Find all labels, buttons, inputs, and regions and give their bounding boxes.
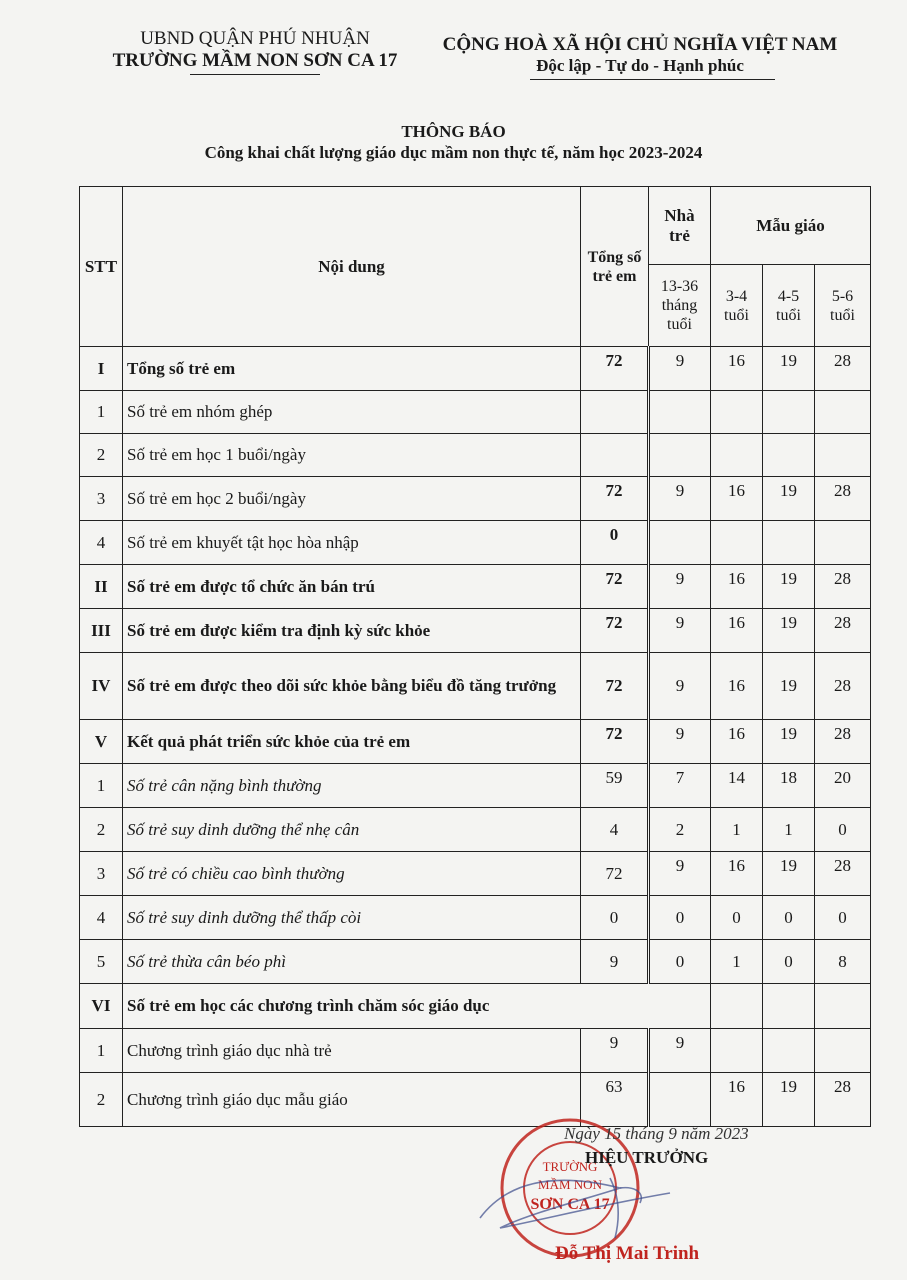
row-nursery: 9 bbox=[649, 347, 711, 391]
row-age-5-6: 28 bbox=[815, 477, 871, 521]
row-nursery: 9 bbox=[649, 1029, 711, 1073]
row-age-3-4: 16 bbox=[711, 565, 763, 609]
table-row bbox=[80, 477, 871, 521]
table-row bbox=[80, 852, 871, 896]
row-stt: I bbox=[80, 347, 123, 391]
row-age-4-5 bbox=[763, 1029, 815, 1073]
notice-title: THÔNG BÁO bbox=[401, 122, 506, 141]
table-row bbox=[80, 896, 871, 940]
row-age-4-5: 0 bbox=[763, 896, 815, 940]
row-age-4-5: 19 bbox=[763, 720, 815, 764]
row-age-3-4: 1 bbox=[711, 940, 763, 984]
row-total: 0 bbox=[581, 521, 649, 565]
header-nursery: Nhà trẻ bbox=[649, 187, 711, 265]
row-nursery: 9 bbox=[649, 720, 711, 764]
signing-date: Ngày 15 tháng 9 năm 2023 bbox=[564, 1124, 749, 1143]
row-age-3-4: 1 bbox=[711, 808, 763, 852]
table-row bbox=[80, 984, 871, 1029]
row-age-3-4: 16 bbox=[711, 852, 763, 896]
row-total bbox=[581, 434, 649, 477]
signer-name: Đỗ Thị Mai Trinh bbox=[555, 1243, 700, 1264]
header-total: Tổng số trẻ em bbox=[581, 187, 649, 347]
row-nursery: 9 bbox=[649, 565, 711, 609]
row-age-3-4: 16 bbox=[711, 477, 763, 521]
row-age-5-6: 0 bbox=[815, 896, 871, 940]
row-age-5-6: 28 bbox=[815, 1073, 871, 1127]
row-age-3-4: 14 bbox=[711, 764, 763, 808]
row-total: 72 bbox=[581, 477, 649, 521]
country-name: CỘNG HOÀ XÃ HỘI CHỦ NGHĨA VIỆT NAM bbox=[442, 34, 838, 55]
row-total: 4 bbox=[581, 808, 649, 852]
seal-text-top: TRƯỜNG bbox=[542, 1159, 598, 1174]
row-nursery bbox=[649, 391, 711, 434]
row-stt: VI bbox=[80, 984, 123, 1029]
table-row bbox=[80, 609, 871, 653]
table-row bbox=[80, 653, 871, 720]
row-nursery: 9 bbox=[649, 653, 711, 720]
school-name: TRƯỜNG MẦM NON SƠN CA 17 bbox=[112, 50, 398, 71]
table-row bbox=[80, 521, 871, 565]
header-age-5-6: 5-6 tuổi bbox=[815, 265, 871, 347]
row-content: Số trẻ có chiều cao bình thường bbox=[123, 852, 581, 896]
row-age-4-5: 18 bbox=[763, 764, 815, 808]
header-nursery-age: 13-36 tháng tuổi bbox=[649, 265, 711, 347]
row-content: Số trẻ suy dinh dưỡng thể thấp còi bbox=[123, 896, 581, 940]
row-age-3-4 bbox=[711, 1029, 763, 1073]
row-age-5-6: 8 bbox=[815, 940, 871, 984]
row-nursery: 9 bbox=[649, 852, 711, 896]
header-stt: STT bbox=[80, 187, 123, 347]
row-age-4-5: 19 bbox=[763, 347, 815, 391]
table-row bbox=[80, 940, 871, 984]
row-stt: IV bbox=[80, 653, 123, 720]
row-age-5-6 bbox=[815, 1029, 871, 1073]
row-total: 0 bbox=[581, 896, 649, 940]
row-content: Kết quả phát triển sức khỏe của trẻ em bbox=[123, 720, 581, 764]
row-age-4-5: 19 bbox=[763, 852, 815, 896]
row-total: 72 bbox=[581, 653, 649, 720]
table-row bbox=[80, 1073, 871, 1127]
row-age-3-4 bbox=[711, 984, 763, 1029]
row-total: 59 bbox=[581, 764, 649, 808]
row-total: 9 bbox=[581, 940, 649, 984]
row-total: 9 bbox=[581, 1029, 649, 1073]
row-nursery bbox=[649, 434, 711, 477]
row-content: Số trẻ em được tổ chức ăn bán trú bbox=[123, 565, 581, 609]
row-age-5-6: 28 bbox=[815, 347, 871, 391]
row-content: Tổng số trẻ em bbox=[123, 347, 581, 391]
motto: Độc lập - Tự do - Hạnh phúc bbox=[536, 56, 744, 75]
row-total: 72 bbox=[581, 609, 649, 653]
row-nursery: 9 bbox=[649, 609, 711, 653]
row-age-3-4 bbox=[711, 434, 763, 477]
row-content: Số trẻ em được theo dõi sức khỏe bằng biểu đồ tăng trưởng bbox=[123, 653, 581, 720]
table-row bbox=[80, 565, 871, 609]
quality-table bbox=[79, 186, 871, 1127]
district-name: UBND QUẬN PHÚ NHUẬN bbox=[140, 28, 370, 49]
row-age-5-6: 20 bbox=[815, 764, 871, 808]
row-age-4-5 bbox=[763, 521, 815, 565]
table-row bbox=[80, 764, 871, 808]
row-content: Chương trình giáo dục nhà trẻ bbox=[123, 1029, 581, 1073]
table-row bbox=[80, 808, 871, 852]
row-age-3-4: 16 bbox=[711, 609, 763, 653]
table-row bbox=[80, 434, 871, 477]
row-stt: 3 bbox=[80, 852, 123, 896]
row-nursery: 0 bbox=[649, 940, 711, 984]
header-age-3-4: 3-4 tuổi bbox=[711, 265, 763, 347]
row-age-5-6: 28 bbox=[815, 653, 871, 720]
row-age-3-4 bbox=[711, 521, 763, 565]
agency-header bbox=[95, 28, 415, 75]
row-age-3-4: 16 bbox=[711, 653, 763, 720]
row-age-5-6: 28 bbox=[815, 565, 871, 609]
row-age-3-4: 16 bbox=[711, 347, 763, 391]
row-age-4-5: 19 bbox=[763, 565, 815, 609]
row-age-5-6 bbox=[815, 984, 871, 1029]
row-content: Số trẻ em học 2 buổi/ngày bbox=[123, 477, 581, 521]
row-age-5-6: 28 bbox=[815, 609, 871, 653]
row-stt: 4 bbox=[80, 521, 123, 565]
row-content: Số trẻ em nhóm ghép bbox=[123, 391, 581, 434]
row-content: Số trẻ cân nặng bình thường bbox=[123, 764, 581, 808]
row-stt: III bbox=[80, 609, 123, 653]
row-stt: 4 bbox=[80, 896, 123, 940]
row-stt: 5 bbox=[80, 940, 123, 984]
row-age-3-4: 0 bbox=[711, 896, 763, 940]
row-content: Số trẻ em được kiểm tra định kỳ sức khỏe bbox=[123, 609, 581, 653]
table-row bbox=[80, 391, 871, 434]
row-age-3-4: 16 bbox=[711, 720, 763, 764]
row-age-3-4: 16 bbox=[711, 1073, 763, 1127]
row-age-5-6: 28 bbox=[815, 852, 871, 896]
row-age-3-4 bbox=[711, 391, 763, 434]
row-age-5-6: 28 bbox=[815, 720, 871, 764]
row-stt: 1 bbox=[80, 391, 123, 434]
row-total: 72 bbox=[581, 852, 649, 896]
row-total: 72 bbox=[581, 565, 649, 609]
row-content: Số trẻ em khuyết tật học hòa nhập bbox=[123, 521, 581, 565]
row-nursery: 9 bbox=[649, 477, 711, 521]
seal-text-bottom: SƠN CA 17 bbox=[530, 1196, 610, 1213]
handwritten-signature-icon bbox=[470, 1158, 690, 1248]
seal-text-mid: MẦM NON bbox=[538, 1177, 602, 1192]
row-nursery bbox=[649, 521, 711, 565]
table-row bbox=[80, 720, 871, 764]
row-age-4-5 bbox=[763, 984, 815, 1029]
row-age-4-5: 0 bbox=[763, 940, 815, 984]
row-stt: II bbox=[80, 565, 123, 609]
row-content: Số trẻ em học 1 buổi/ngày bbox=[123, 434, 581, 477]
row-nursery: 7 bbox=[649, 764, 711, 808]
row-stt: 3 bbox=[80, 477, 123, 521]
row-content: Số trẻ em học các chương trình chăm sóc giáo dục bbox=[123, 984, 711, 1029]
row-content: Chương trình giáo dục mẫu giáo bbox=[123, 1073, 581, 1127]
national-header bbox=[420, 34, 860, 80]
row-nursery bbox=[649, 1073, 711, 1127]
notice-subtitle: Công khai chất lượng giáo dục mầm non thực tế, năm học 2023-2024 bbox=[204, 143, 703, 162]
row-age-5-6 bbox=[815, 391, 871, 434]
row-content: Số trẻ thừa cân béo phì bbox=[123, 940, 581, 984]
row-age-5-6: 0 bbox=[815, 808, 871, 852]
table-row bbox=[80, 1029, 871, 1073]
table-row bbox=[80, 347, 871, 391]
row-age-4-5: 19 bbox=[763, 609, 815, 653]
motto-underline bbox=[530, 79, 775, 80]
row-age-4-5 bbox=[763, 391, 815, 434]
school-underline bbox=[190, 74, 320, 75]
row-age-4-5: 19 bbox=[763, 653, 815, 720]
row-total: 72 bbox=[581, 720, 649, 764]
row-stt: 2 bbox=[80, 1073, 123, 1127]
row-nursery: 2 bbox=[649, 808, 711, 852]
row-nursery: 0 bbox=[649, 896, 711, 940]
row-age-5-6 bbox=[815, 434, 871, 477]
header-kindergarten: Mẫu giáo bbox=[711, 187, 871, 265]
row-age-4-5: 1 bbox=[763, 808, 815, 852]
row-total bbox=[581, 391, 649, 434]
notice-title-block bbox=[0, 122, 907, 163]
row-stt: 1 bbox=[80, 1029, 123, 1073]
row-content: Số trẻ suy dinh dưỡng thể nhẹ cân bbox=[123, 808, 581, 852]
header-content: Nội dung bbox=[123, 187, 581, 347]
row-stt: 2 bbox=[80, 434, 123, 477]
row-age-5-6 bbox=[815, 521, 871, 565]
row-stt: 2 bbox=[80, 808, 123, 852]
row-age-4-5: 19 bbox=[763, 1073, 815, 1127]
row-stt: 1 bbox=[80, 764, 123, 808]
row-total: 72 bbox=[581, 347, 649, 391]
row-age-4-5 bbox=[763, 434, 815, 477]
signer-role: HIỆU TRƯỞNG bbox=[585, 1148, 709, 1167]
row-stt: V bbox=[80, 720, 123, 764]
row-age-4-5: 19 bbox=[763, 477, 815, 521]
header-age-4-5: 4-5 tuổi bbox=[763, 265, 815, 347]
row-total: 63 bbox=[581, 1073, 649, 1127]
